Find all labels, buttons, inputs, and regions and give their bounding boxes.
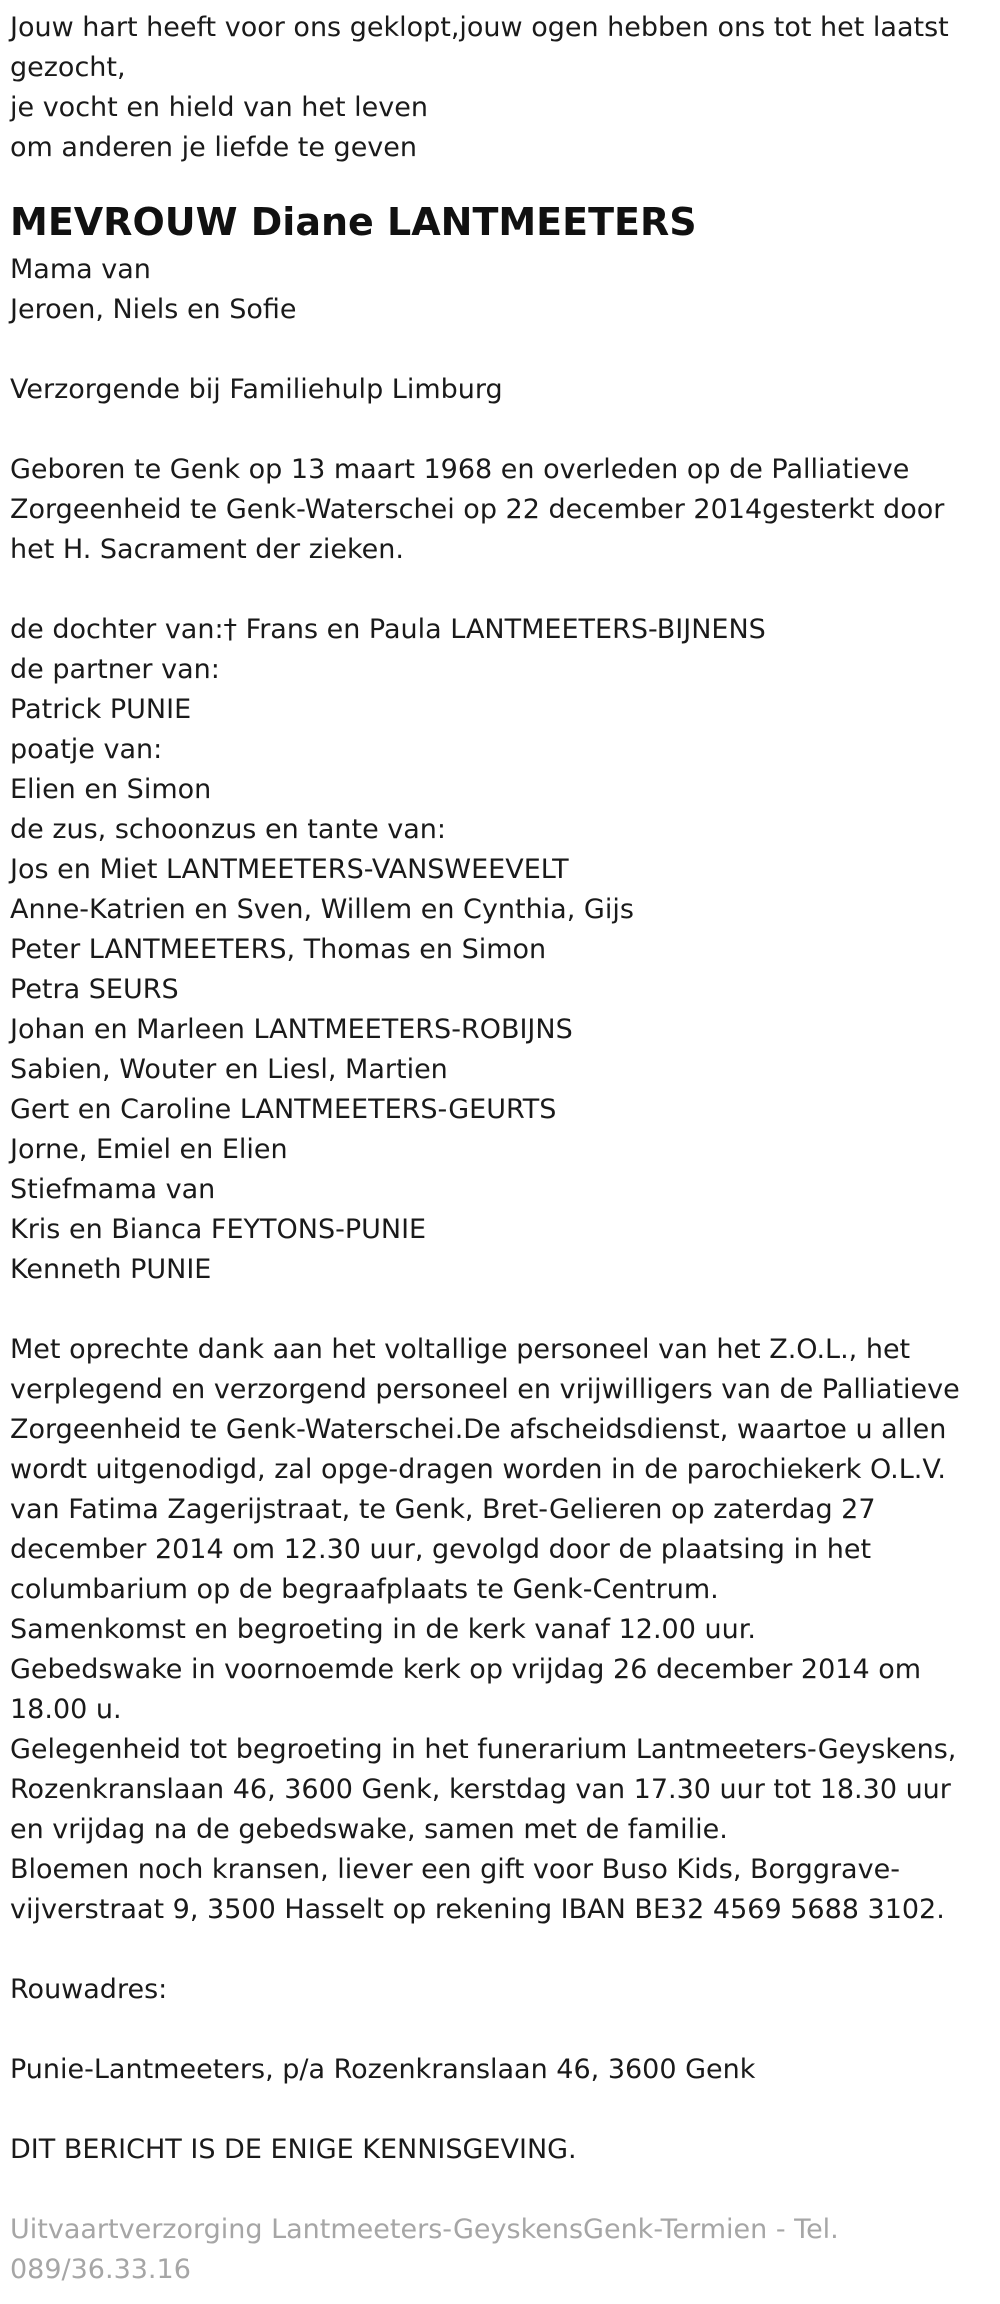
- family-line: Peter LANTMEETERS, Thomas en Simon: [10, 934, 547, 965]
- spacer: [10, 570, 992, 610]
- family-line: Johan en Marleen LANTMEETERS-ROBIJNS: [10, 1014, 573, 1045]
- spacer: [10, 2010, 992, 2050]
- notice-statement: DIT BERICHT IS DE ENIGE KENNISGEVING.: [10, 2134, 577, 2165]
- address-label: Rouwadres:: [10, 1974, 168, 2005]
- children-names: Jeroen, Niels en Sofie: [10, 294, 297, 325]
- poem-line: Jouw hart heeft voor ons geklopt,jouw ogen hebben ons tot het laatst gezocht,: [10, 12, 958, 83]
- thanks-paragraph: Met oprechte dank aan het voltallige personeel van het Z.O.L., het verplegend en verzorgend personeel en vrijwilligers van de Palliatieve Zorgeenheid te Genk-Waterschei.De afscheidsdienst, waartoe u allen wordt uitgenodigd, zal opge-dragen worden in de parochiekerk O.L.V. van Fatima Zagerijstraat, te Genk, Bret-Gelieren op zaterdag 27 december 2014 om 12.30 uur, gevolgd door de plaatsing in het columbarium op de begraafplaats te Genk-Centrum.: [10, 1334, 969, 1605]
- spacer: [10, 2170, 992, 2210]
- birth-death-paragraph: Geboren te Genk op 13 maart 1968 en overleden op de Palliatieve Zorgeenheid te Genk-Waterschei op 22 december 2014gesterkt door het H. Sacrament der zieken.: [10, 454, 953, 565]
- spacer: [10, 330, 992, 370]
- wake-info: Gebedswake in voornoemde kerk op vrijdag 26 december 2014 om 18.00 u.: [10, 1654, 930, 1725]
- mama-van-label: Mama van: [10, 254, 151, 285]
- deceased-name: MEVROUW Diane LANTMEETERS: [10, 200, 697, 244]
- gathering-info: Samenkomst en begroeting in de kerk vanaf 12.00 uur.: [10, 1614, 756, 1645]
- poem-line: je vocht en hield van het leven: [10, 92, 428, 123]
- spacer: [10, 1930, 992, 1970]
- poem: [10, 8, 992, 168]
- poem-line: om anderen je liefde te geven: [10, 132, 418, 163]
- occupation: Verzorgende bij Familiehulp Limburg: [10, 374, 503, 405]
- family-line: Gert en Caroline LANTMEETERS-GEURTS: [10, 1094, 557, 1125]
- family-line: de dochter van:† Frans en Paula LANTMEETERS-BIJNENS: [10, 614, 766, 645]
- family-line: de partner van:: [10, 654, 220, 685]
- death-notice: [10, 8, 992, 2290]
- family-line: Kris en Bianca FEYTONS-PUNIE: [10, 1214, 427, 1245]
- family-line: Jorne, Emiel en Elien: [10, 1134, 288, 1165]
- family-line: Jos en Miet LANTMEETERS-VANSWEEVELT: [10, 854, 569, 885]
- family-list: [10, 610, 992, 1290]
- funeral-home-footer: Uitvaartverzorging Lantmeeters-GeyskensGenk-Termien - Tel. 089/36.33.16: [10, 2214, 848, 2285]
- family-line: Stiefmama van: [10, 1174, 216, 1205]
- family-line: Petra SEURS: [10, 974, 179, 1005]
- spacer: [10, 1290, 992, 1330]
- family-line: Patrick PUNIE: [10, 694, 192, 725]
- family-line: poatje van:: [10, 734, 163, 765]
- family-line: Kenneth PUNIE: [10, 1254, 212, 1285]
- spacer: [10, 2090, 992, 2130]
- family-line: Sabien, Wouter en Liesl, Martien: [10, 1054, 448, 1085]
- spacer: [10, 410, 992, 450]
- mourning-address: Punie-Lantmeeters, p/a Rozenkranslaan 46, 3600 Genk: [10, 2054, 756, 2085]
- flowers-info: Bloemen noch kransen, liever een gift voor Buso Kids, Borggrave-vijverstraat 9, 3500 Hasselt op rekening IBAN BE32 4569 5688 3102.: [10, 1854, 945, 1925]
- family-line: Elien en Simon: [10, 774, 212, 805]
- family-line: de zus, schoonzus en tante van:: [10, 814, 447, 845]
- visitation-info: Gelegenheid tot begroeting in het funerarium Lantmeeters-Geyskens, Rozenkranslaan 46, 3600 Genk, kerstdag van 17.30 uur tot 18.30 uur en vrijdag na de gebedswake, samen met de familie.: [10, 1734, 965, 1845]
- family-line: Anne-Katrien en Sven, Willem en Cynthia, Gijs: [10, 894, 634, 925]
